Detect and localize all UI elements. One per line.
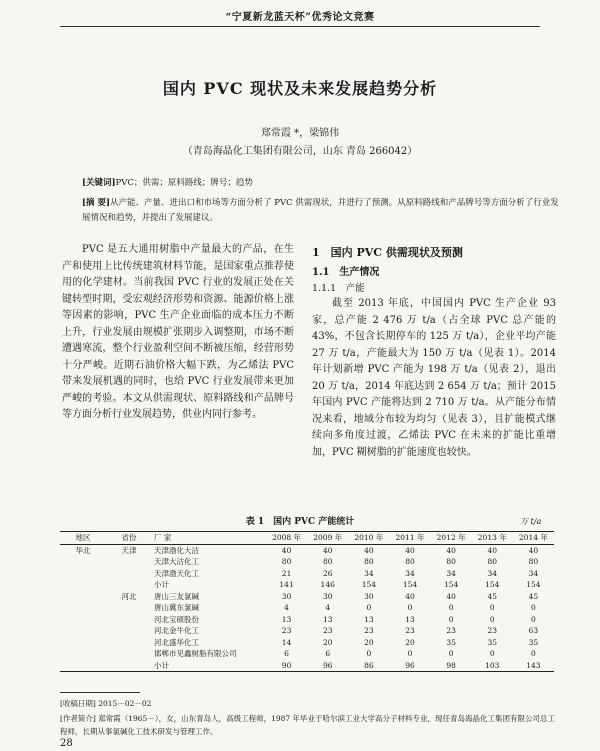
table-cell: 天津 xyxy=(121,545,137,555)
footnote-author-bio: [作者简介] 郑常霞（1965－），女，山东青岛人，高级工程师，1987 年毕业于哈尔滨工业大学高分子材料专业，现任青岛海晶化工集团有限公司总工程师，长期从事氯碱化工技术研发与管理工作。 xyxy=(60,714,556,736)
table-cell: 23 xyxy=(446,626,456,636)
table-cell xyxy=(106,602,152,614)
table-cell: 0 xyxy=(531,614,536,624)
table-cell: 154 xyxy=(526,580,541,590)
table-cell: 98 xyxy=(446,660,456,670)
table-header: 2013 年 xyxy=(477,533,507,543)
table-cell: 40 xyxy=(364,545,374,555)
table-cell xyxy=(106,614,152,626)
table-cell xyxy=(60,602,106,614)
running-header: “宁夏新龙蓝天杯”优秀论文竞赛 xyxy=(225,12,375,23)
table-cell xyxy=(106,660,152,672)
table-header-row xyxy=(60,532,554,545)
table-header: 厂 家 xyxy=(154,533,172,543)
table-cell: 20 xyxy=(364,637,374,647)
table-header: 2010 年 xyxy=(354,533,384,543)
table-cell: 小计 xyxy=(154,580,169,590)
table-cell xyxy=(60,556,106,568)
intro-paragraph: PVC 是五大通用树脂中产量最大的产品，在生产和使用上比传统建筑材料节能，是国家重点推荐使用的化学建材。当前我国 PVC 行业的发展正处在关键转型时期，受宏观经济形势和资源、能源价格上涨等因素的影响，PVC 生产企业面临的成本压力不断上升，行业发展由规模扩张期步入调整期，市场不断遭遇寒流，整个行业盈利空间不断被压缩，经营形势十分严峻。近期石油价格大幅下跌，为乙烯法 PVC 带来发展机遇的同时，也给 PVC 行业发展带来更加严峻的考验。本文从供需现状、原料路线和产品牌号等方面分析行业发展趋势，供业内同行参考。 xyxy=(62,244,294,420)
table-cell: 40 xyxy=(487,545,498,555)
table-cell xyxy=(106,648,152,660)
table-cell xyxy=(60,579,106,591)
table-cell: 35 xyxy=(528,637,539,647)
table-cell: 13 xyxy=(322,614,333,624)
table-cell: 6 xyxy=(284,649,289,659)
table-cell: 40 xyxy=(446,591,456,601)
table-cell: 0 xyxy=(531,649,536,659)
table-unit: 万 t/a xyxy=(520,517,542,526)
table-header: 地区 xyxy=(75,533,91,543)
table-cell: 0 xyxy=(407,603,413,613)
table-cell: 0 xyxy=(489,649,495,659)
table-row xyxy=(60,556,554,568)
table-cell: 0 xyxy=(407,649,413,659)
table-cell: 45 xyxy=(528,591,539,601)
table-cell: 35 xyxy=(446,637,456,647)
table-cell: 96 xyxy=(322,660,333,670)
table-cell: 23 xyxy=(405,626,415,636)
table-cell: 0 xyxy=(531,603,536,613)
keywords-text: PVC；供需；原料路线；牌号；趋势 xyxy=(115,178,253,188)
table-cell xyxy=(106,625,152,637)
abstract-text: 从产能、产量、进出口和市场等方面分析了 PVC 供需现状，并进行了预测。从原料路线和产品牌号等方面分析了行业发展情况和趋势，并提出了发展建议。 xyxy=(82,198,559,223)
table-cell: 0 xyxy=(366,649,372,659)
table-title: 表 1 国内 PVC 产能统计 xyxy=(245,517,355,527)
table-header: 2012 年 xyxy=(436,533,466,543)
table-cell xyxy=(106,637,152,649)
table-cell: 唐山三友氯碱 xyxy=(154,591,199,601)
table-row xyxy=(60,579,554,591)
footnote-received: [收稿日期] 2015－02－02 xyxy=(60,699,152,708)
table-cell: 4 xyxy=(325,603,331,613)
table-cell: 80 xyxy=(322,557,333,567)
table-cell: 0 xyxy=(448,603,454,613)
table-cell: 154 xyxy=(443,580,459,590)
table-cell: 邯郸市见鑫树脂有限公司 xyxy=(154,649,237,659)
table-header: 2014 年 xyxy=(518,533,548,543)
table-cell: 0 xyxy=(489,614,495,624)
table-cell xyxy=(60,625,106,637)
table-cell: 天津渤化大沽 xyxy=(154,545,199,555)
footnote-rule xyxy=(60,692,140,693)
table-cell: 154 xyxy=(361,580,377,590)
table-cell: 34 xyxy=(528,568,539,578)
table-cell: 40 xyxy=(405,545,415,555)
table-cell: 45 xyxy=(487,591,498,601)
table-cell: 80 xyxy=(446,557,456,567)
body-right-paragraph: 截至 2013 年底，中国国内 PVC 生产企业 93 家，总产能 2 476 万 t/a（占全球 PVC 总产能的 43%，不包含长期停车的 125 万 t/a），企业平均产能 27 万 t/a，产能最大为 150 万 t/a（见表 1）。2014 年计划新增 PVC 产能为 198 万 t/a（见表 2），退出 20 万 t/a，2014 年底达到 2 654 万 t/a；预计 2015 年国内 PVC 产能将达到 2 710 万 t/a。从产能分布情况来看，地域分布较为均匀（见表 3），且扩能模式继续向多角度过渡，乙烯法 PVC 在未来的扩能比重增加，PVC 糊树脂的扩能速度也较快。 xyxy=(312,298,556,458)
table-row xyxy=(60,568,554,580)
paper-title: 国内 PVC 现状及未来发展趋势分析 xyxy=(162,79,438,98)
table-cell xyxy=(60,660,106,672)
table-cell: 20 xyxy=(322,637,333,647)
table-cell: 23 xyxy=(364,626,374,636)
table-cell: 0 xyxy=(448,614,454,624)
page-number: 28 xyxy=(60,738,73,749)
table-cell xyxy=(106,556,152,568)
table-cell: 13 xyxy=(364,614,374,624)
table-cell xyxy=(60,614,106,626)
table-cell xyxy=(106,568,152,580)
table-cell: 35 xyxy=(487,637,498,647)
abstract-label: [摘 要] xyxy=(82,198,111,208)
subsection-1-1-1-heading: 1.1.1 产能 xyxy=(312,283,365,294)
table-cell: 30 xyxy=(322,591,333,601)
table-cell: 23 xyxy=(281,626,292,636)
table-cell: 80 xyxy=(487,557,498,567)
keywords-label: [关键词] xyxy=(82,178,116,188)
table-cell: 141 xyxy=(279,580,294,590)
table-row xyxy=(60,602,554,614)
table-row xyxy=(60,625,554,637)
table-cell: 40 xyxy=(405,591,415,601)
table-header: 2008 年 xyxy=(272,533,302,543)
table-cell: 80 xyxy=(528,557,539,567)
affiliation: （青岛海晶化工集团有限公司，山东 青岛 266042） xyxy=(182,146,418,157)
table-cell: 0 xyxy=(448,649,454,659)
table-header: 省份 xyxy=(121,533,137,543)
table-cell: 86 xyxy=(364,660,374,670)
header-rule xyxy=(60,26,540,27)
table-cell xyxy=(60,648,106,660)
table-cell: 河北金牛化工 xyxy=(154,626,199,636)
table-cell: 34 xyxy=(405,568,415,578)
table-header: 2011 年 xyxy=(395,533,425,543)
table-row xyxy=(60,544,554,556)
table-cell: 13 xyxy=(405,614,415,624)
table-cell: 唐山冀东氯碱 xyxy=(154,603,199,613)
table-cell: 华北 xyxy=(75,545,91,555)
table-cell xyxy=(106,579,152,591)
table-cell: 40 xyxy=(281,545,292,555)
table-cell: 63 xyxy=(528,626,539,636)
table-cell: 20 xyxy=(405,637,415,647)
table-cell: 80 xyxy=(405,557,415,567)
subsection-1-1-heading: 1.1 生产情况 xyxy=(312,267,380,278)
table-row xyxy=(60,648,554,660)
table-cell: 23 xyxy=(322,626,333,636)
table-cell xyxy=(60,591,106,603)
table-cell: 23 xyxy=(487,626,498,636)
table-cell: 80 xyxy=(364,557,374,567)
table-cell: 0 xyxy=(366,603,372,613)
table-cell xyxy=(60,568,106,580)
table-cell: 154 xyxy=(485,580,500,590)
table-cell: 40 xyxy=(446,545,456,555)
table-cell: 14 xyxy=(281,637,292,647)
capacity-table xyxy=(60,531,554,672)
section-1-heading: 1 国内 PVC 供需现状及预测 xyxy=(312,246,463,259)
table-cell: 34 xyxy=(446,568,456,578)
table-cell: 34 xyxy=(487,568,498,578)
table-cell: 河北盛华化工 xyxy=(154,637,199,647)
table-cell: 4 xyxy=(284,603,289,613)
table-cell: 小计 xyxy=(154,660,169,670)
table-cell: 30 xyxy=(281,591,292,601)
table-cell: 80 xyxy=(281,557,292,567)
table-cell: 0 xyxy=(489,603,495,613)
table-cell: 154 xyxy=(402,580,418,590)
table-cell: 96 xyxy=(405,660,415,670)
table-cell: 146 xyxy=(320,580,335,590)
table-row xyxy=(60,614,554,626)
table-cell: 21 xyxy=(281,568,292,578)
abstract xyxy=(82,196,562,226)
table-cell: 40 xyxy=(322,545,333,555)
table-cell: 河北 xyxy=(121,591,137,601)
table-cell: 34 xyxy=(364,568,374,578)
table-cell: 6 xyxy=(325,649,331,659)
table-cell: 143 xyxy=(526,660,541,670)
table-cell: 40 xyxy=(528,545,539,555)
table-cell: 河北宝硕股份 xyxy=(154,614,199,624)
table-row xyxy=(60,591,554,603)
table-cell xyxy=(60,637,106,649)
table-row xyxy=(60,637,554,649)
table-cell: 天津大沽化工 xyxy=(154,557,199,567)
table-row xyxy=(60,660,554,672)
table-cell: 30 xyxy=(364,591,374,601)
table-header: 2009 年 xyxy=(313,533,343,543)
table-cell: 26 xyxy=(322,568,333,578)
table-cell: 天津渤天化工 xyxy=(154,568,199,578)
table-cell: 103 xyxy=(485,660,500,670)
table-cell: 90 xyxy=(281,660,292,670)
authors: 郑常霞 *，梁锦伟 xyxy=(260,128,340,139)
table-cell: 13 xyxy=(281,614,292,624)
keywords xyxy=(82,176,562,191)
